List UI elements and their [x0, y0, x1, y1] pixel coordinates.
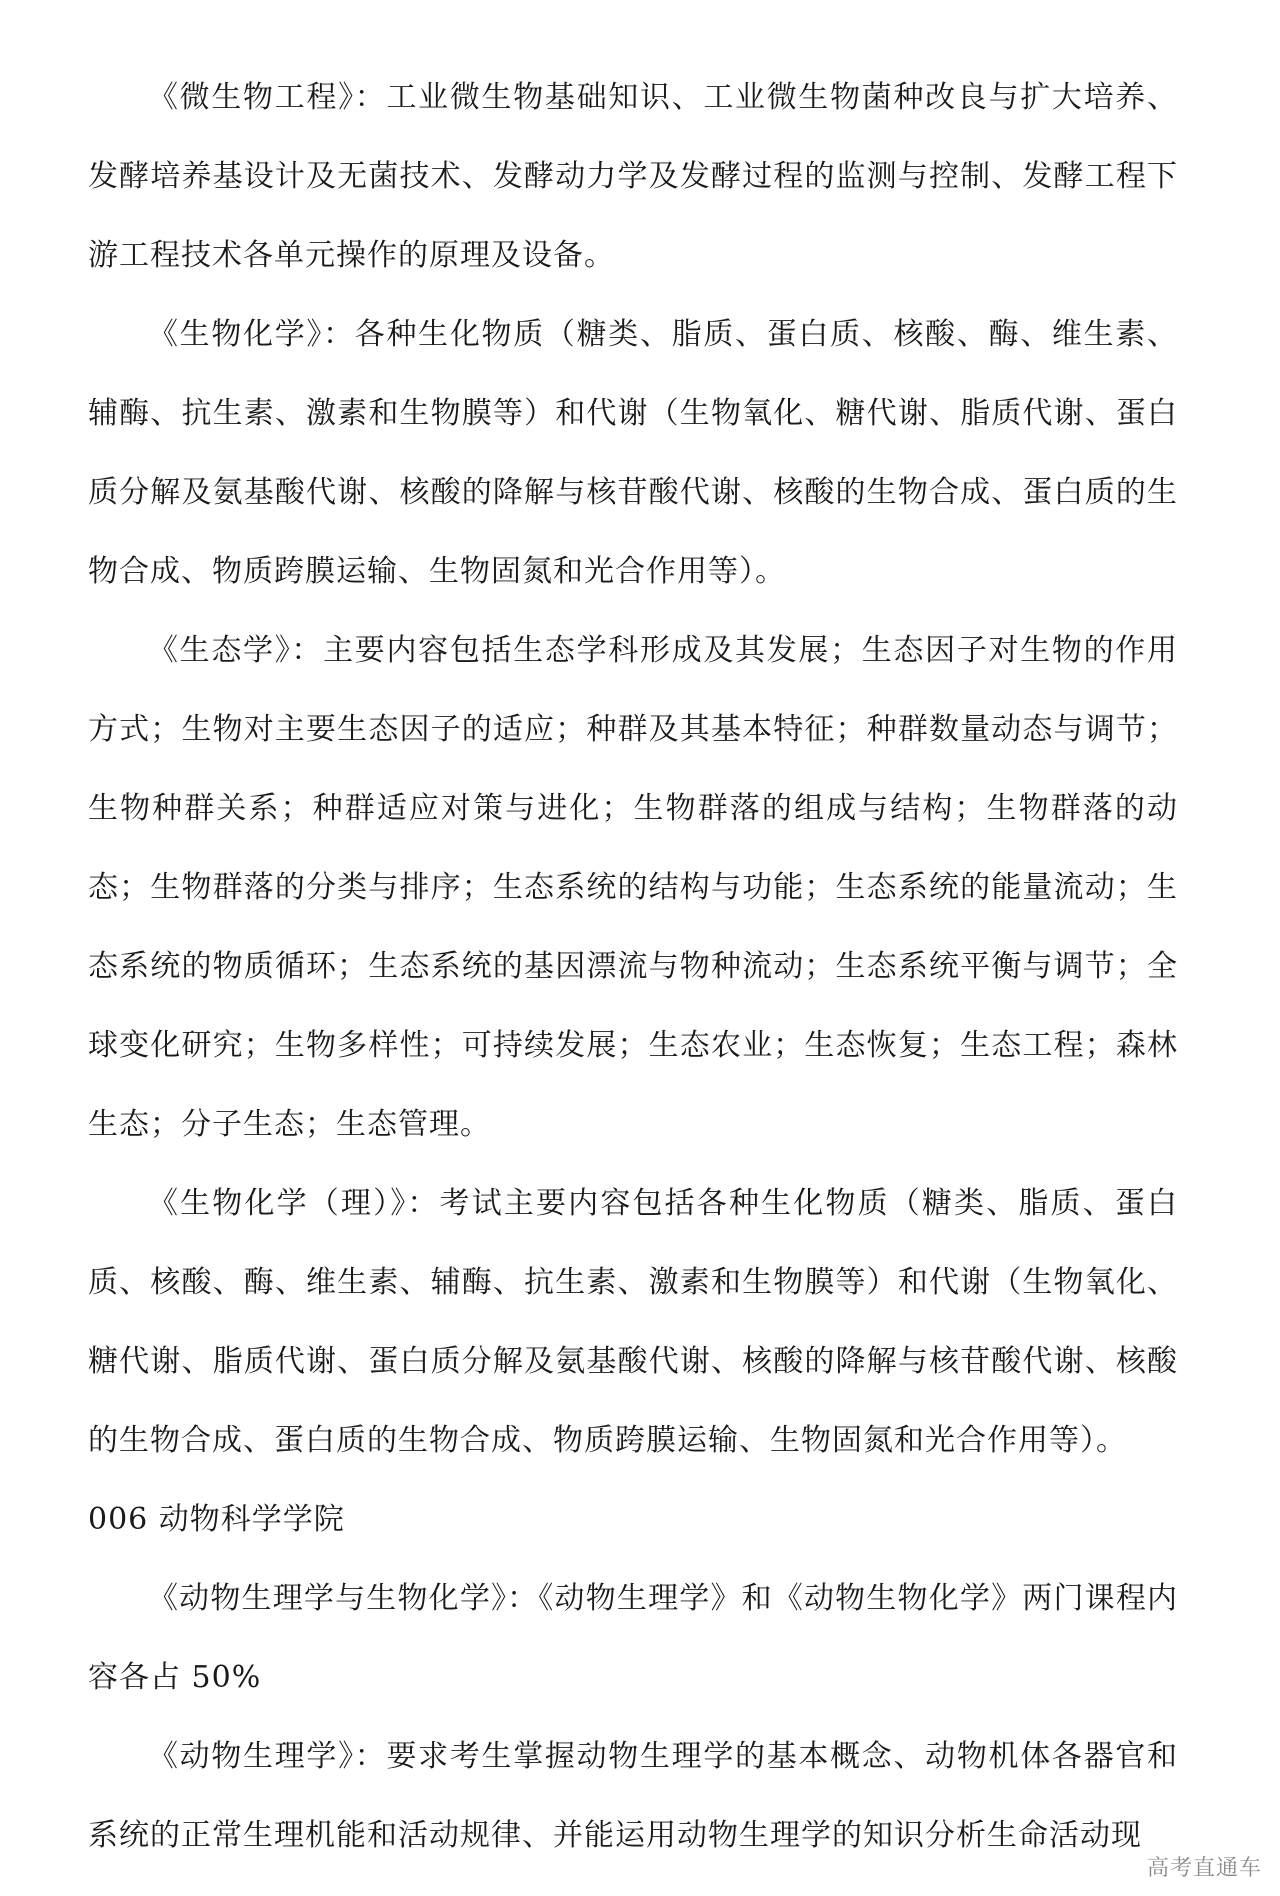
paragraph-biochemistry: 《生物化学》：各种生化物质（糖类、脂质、蛋白质、核酸、酶、维生素、辅酶、抗生素、激素和生物膜等）和代谢（生物氧化、糖代谢、脂质代谢、蛋白质分解及氨基酸代谢、核酸的降解与核苷酸代谢、核酸的生物合成、蛋白质的生物合成、物质跨膜运输、生物固氮和光合作用等）。 [88, 317, 1178, 589]
paragraph-animal-physiology: 《动物生理学》：要求考生掌握动物生理学的基本概念、动物机体各器官和系统的正常生理机能和活动规律、并能运用动物生理学的知识分析生命活动现 [88, 1739, 1178, 1853]
section-heading: 006 动物科学学院 [88, 1502, 345, 1537]
watermark: 高考直通车 [1146, 1856, 1262, 1881]
document-page [88, 58, 1178, 1875]
paragraph-animal-physiology-biochemistry: 《动物生理学与生物化学》：《动物生理学》和《动物生物化学》两门课程内容各占 50% [88, 1581, 1178, 1695]
paragraph-microbial-engineering: 《微生物工程》：工业微生物基础知识、工业微生物菌种改良与扩大培养、发酵培养基设计及无菌技术、发酵动力学及发酵过程的监测与控制、发酵工程下游工程技术各单元操作的原理及设备。 [88, 80, 1178, 273]
paragraph-biochemistry-science: 《生物化学（理）》：考试主要内容包括各种生化物质（糖类、脂质、蛋白质、核酸、酶、维生素、辅酶、抗生素、激素和生物膜等）和代谢（生物氧化、糖代谢、脂质代谢、蛋白质分解及氨基酸代谢、核酸的降解与核苷酸代谢、核酸的生物合成、蛋白质的生物合成、物质跨膜运输、生物固氮和光合作用等）。 [88, 1186, 1178, 1458]
paragraph-ecology: 《生态学》：主要内容包括生态学科形成及其发展；生态因子对生物的作用方式；生物对主要生态因子的适应；种群及其基本特征；种群数量动态与调节；生物种群关系；种群适应对策与进化；生物群落的组成与结构；生物群落的动态；生物群落的分类与排序；生态系统的结构与功能；生态系统的能量流动；生态系统的物质循环；生态系统的基因漂流与物种流动；生态系统平衡与调节；全球变化研究；生物多样性；可持续发展；生态农业；生态恢复；生态工程；森林生态；分子生态；生态管理。 [88, 633, 1178, 1142]
